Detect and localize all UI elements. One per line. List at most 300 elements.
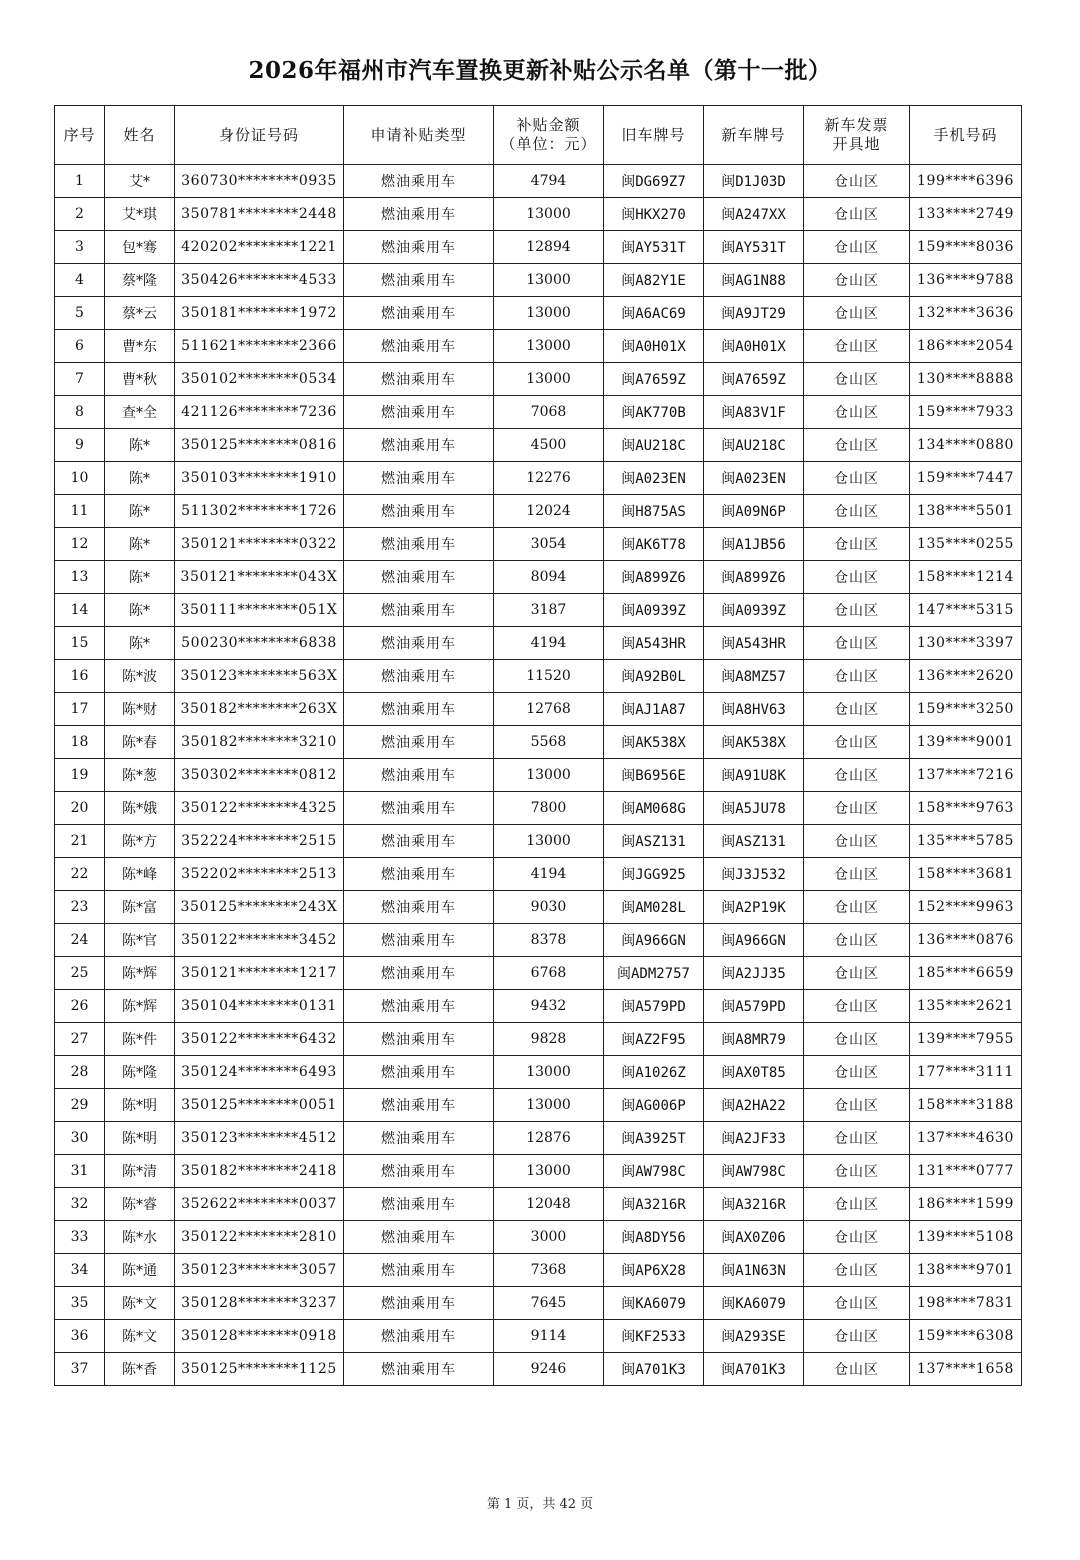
cell-seq: 25 [55,957,105,990]
cell-amount: 9828 [494,1023,604,1056]
cell-type: 燃油乘用车 [344,429,494,462]
table-row [55,1287,1022,1320]
cell-amount: 13000 [494,825,604,858]
cell-name: 陈* [105,495,175,528]
cell-old-plate: 闽H875AS [604,495,704,528]
cell-name: 陈*官 [105,924,175,957]
cell-type: 燃油乘用车 [344,759,494,792]
cell-type: 燃油乘用车 [344,1122,494,1155]
cell-type: 燃油乘用车 [344,825,494,858]
header-amount-line2: （单位：元） [500,135,597,153]
cell-seq: 19 [55,759,105,792]
cell-type: 燃油乘用车 [344,1023,494,1056]
cell-invoice-place: 仓山区 [804,561,910,594]
cell-phone: 136****9788 [910,264,1022,297]
cell-phone: 135****0255 [910,528,1022,561]
cell-invoice-place: 仓山区 [804,792,910,825]
cell-seq: 28 [55,1056,105,1089]
cell-seq: 15 [55,627,105,660]
cell-invoice-place: 仓山区 [804,660,910,693]
cell-new-plate: 闽D1J03D [704,165,804,198]
cell-amount: 8094 [494,561,604,594]
cell-amount: 13000 [494,330,604,363]
cell-type: 燃油乘用车 [344,858,494,891]
table-row [55,462,1022,495]
cell-phone: 159****3250 [910,693,1022,726]
cell-old-plate: 闽AK6T78 [604,528,704,561]
cell-name: 陈* [105,429,175,462]
cell-old-plate: 闽A543HR [604,627,704,660]
cell-type: 燃油乘用车 [344,891,494,924]
page-footer: 第 1 页，共 42 页 [486,1497,594,1512]
cell-new-plate: 闽A91U8K [704,759,804,792]
cell-id: 350426********4533 [175,264,344,297]
cell-id: 350121********0322 [175,528,344,561]
cell-new-plate: 闽AX0T85 [704,1056,804,1089]
cell-old-plate: 闽A7659Z [604,363,704,396]
cell-new-plate: 闽A966GN [704,924,804,957]
cell-invoice-place: 仓山区 [804,990,910,1023]
table-body [55,165,1022,1386]
cell-id: 350122********6432 [175,1023,344,1056]
cell-id: 350103********1910 [175,462,344,495]
table-row [55,495,1022,528]
cell-amount: 6768 [494,957,604,990]
cell-new-plate: 闽A7659Z [704,363,804,396]
cell-old-plate: 闽HKX270 [604,198,704,231]
cell-new-plate: 闽AY531T [704,231,804,264]
cell-id: 350102********0534 [175,363,344,396]
cell-new-plate: 闽A579PD [704,990,804,1023]
cell-new-plate: 闽AX0Z06 [704,1221,804,1254]
cell-phone: 139****9001 [910,726,1022,759]
cell-invoice-place: 仓山区 [804,1155,910,1188]
cell-amount: 4794 [494,165,604,198]
cell-old-plate: 闽A701K3 [604,1353,704,1386]
cell-invoice-place: 仓山区 [804,429,910,462]
header-invoice-place [804,106,910,165]
cell-invoice-place: 仓山区 [804,1320,910,1353]
cell-invoice-place: 仓山区 [804,1353,910,1386]
cell-type: 燃油乘用车 [344,1188,494,1221]
table-row [55,759,1022,792]
cell-name: 陈*隆 [105,1056,175,1089]
cell-id: 350125********0051 [175,1089,344,1122]
cell-old-plate: 闽A0H01X [604,330,704,363]
cell-invoice-place: 仓山区 [804,330,910,363]
cell-name: 陈*方 [105,825,175,858]
cell-old-plate: 闽A8DY56 [604,1221,704,1254]
cell-type: 燃油乘用车 [344,924,494,957]
table-row [55,990,1022,1023]
cell-new-plate: 闽A5JU78 [704,792,804,825]
cell-id: 350128********3237 [175,1287,344,1320]
table-row [55,1221,1022,1254]
cell-phone: 158****9763 [910,792,1022,825]
cell-invoice-place: 仓山区 [804,264,910,297]
cell-name: 曹*秋 [105,363,175,396]
cell-new-plate: 闽A83V1F [704,396,804,429]
cell-phone: 186****2054 [910,330,1022,363]
cell-seq: 16 [55,660,105,693]
cell-seq: 20 [55,792,105,825]
cell-phone: 136****2620 [910,660,1022,693]
cell-phone: 135****5785 [910,825,1022,858]
cell-old-plate: 闽A579PD [604,990,704,1023]
cell-type: 燃油乘用车 [344,1155,494,1188]
cell-id: 421126********7236 [175,396,344,429]
cell-id: 500230********6838 [175,627,344,660]
table-row [55,396,1022,429]
cell-name: 陈*波 [105,660,175,693]
cell-phone: 139****7955 [910,1023,1022,1056]
cell-invoice-place: 仓山区 [804,957,910,990]
cell-invoice-place: 仓山区 [804,231,910,264]
cell-type: 燃油乘用车 [344,561,494,594]
cell-old-plate: 闽A3216R [604,1188,704,1221]
cell-seq: 17 [55,693,105,726]
cell-phone: 158****3681 [910,858,1022,891]
table-row [55,627,1022,660]
cell-type: 燃油乘用车 [344,792,494,825]
cell-id: 350123********563X [175,660,344,693]
cell-id: 350124********6493 [175,1056,344,1089]
cell-id: 350104********0131 [175,990,344,1023]
cell-phone: 158****1214 [910,561,1022,594]
cell-seq: 32 [55,1188,105,1221]
cell-seq: 24 [55,924,105,957]
cell-id: 511302********1726 [175,495,344,528]
cell-phone: 134****0880 [910,429,1022,462]
cell-seq: 6 [55,330,105,363]
cell-phone: 185****6659 [910,957,1022,990]
cell-new-plate: 闽A247XX [704,198,804,231]
cell-phone: 138****5501 [910,495,1022,528]
header-place-line2: 开具地 [832,135,881,153]
cell-seq: 2 [55,198,105,231]
cell-invoice-place: 仓山区 [804,495,910,528]
cell-type: 燃油乘用车 [344,594,494,627]
cell-amount: 13000 [494,1056,604,1089]
cell-invoice-place: 仓山区 [804,924,910,957]
cell-old-plate: 闽AU218C [604,429,704,462]
cell-amount: 4194 [494,627,604,660]
cell-invoice-place: 仓山区 [804,825,910,858]
cell-type: 燃油乘用车 [344,726,494,759]
cell-name: 陈*富 [105,891,175,924]
cell-new-plate: 闽A899Z6 [704,561,804,594]
cell-id: 360730********0935 [175,165,344,198]
cell-name: 艾* [105,165,175,198]
cell-old-plate: 闽AJ1A87 [604,693,704,726]
cell-invoice-place: 仓山区 [804,1089,910,1122]
cell-seq: 8 [55,396,105,429]
cell-new-plate: 闽A701K3 [704,1353,804,1386]
cell-type: 燃油乘用车 [344,957,494,990]
header-phone: 手机号码 [910,106,1022,165]
cell-amount: 7368 [494,1254,604,1287]
cell-name: 曹*东 [105,330,175,363]
cell-amount: 7068 [494,396,604,429]
cell-amount: 11520 [494,660,604,693]
cell-type: 燃油乘用车 [344,198,494,231]
cell-new-plate: 闽AU218C [704,429,804,462]
table-row [55,693,1022,726]
cell-old-plate: 闽AP6X28 [604,1254,704,1287]
table-row [55,957,1022,990]
cell-old-plate: 闽DG69Z7 [604,165,704,198]
cell-amount: 5568 [494,726,604,759]
cell-invoice-place: 仓山区 [804,1023,910,1056]
cell-new-plate: 闽A8MR79 [704,1023,804,1056]
cell-new-plate: 闽A023EN [704,462,804,495]
cell-amount: 13000 [494,264,604,297]
cell-id: 350125********1125 [175,1353,344,1386]
cell-type: 燃油乘用车 [344,462,494,495]
cell-name: 陈*辉 [105,990,175,1023]
cell-old-plate: 闽B6956E [604,759,704,792]
cell-type: 燃油乘用车 [344,627,494,660]
cell-phone: 133****2749 [910,198,1022,231]
cell-phone: 131****0777 [910,1155,1022,1188]
header-old-plate: 旧车牌号 [604,106,704,165]
cell-old-plate: 闽A3925T [604,1122,704,1155]
cell-name: 查*全 [105,396,175,429]
cell-old-plate: 闽ADM2757 [604,957,704,990]
cell-phone: 152****9963 [910,891,1022,924]
table-row [55,1056,1022,1089]
cell-id: 350122********3452 [175,924,344,957]
cell-phone: 136****0876 [910,924,1022,957]
cell-old-plate: 闽A0939Z [604,594,704,627]
cell-new-plate: 闽A0H01X [704,330,804,363]
cell-seq: 1 [55,165,105,198]
cell-old-plate: 闽AZ2F95 [604,1023,704,1056]
cell-type: 燃油乘用车 [344,1221,494,1254]
table-row [55,297,1022,330]
cell-seq: 21 [55,825,105,858]
cell-name: 陈*娥 [105,792,175,825]
table-row [55,264,1022,297]
table-header-row [55,106,1022,165]
cell-invoice-place: 仓山区 [804,1122,910,1155]
cell-amount: 12048 [494,1188,604,1221]
cell-type: 燃油乘用车 [344,165,494,198]
subsidy-table [54,105,1022,1386]
cell-invoice-place: 仓山区 [804,297,910,330]
cell-id: 350122********2810 [175,1221,344,1254]
cell-seq: 34 [55,1254,105,1287]
cell-amount: 13000 [494,1089,604,1122]
cell-new-plate: 闽A8HV63 [704,693,804,726]
cell-id: 350121********043X [175,561,344,594]
cell-id: 350181********1972 [175,297,344,330]
cell-seq: 26 [55,990,105,1023]
cell-amount: 9246 [494,1353,604,1386]
cell-new-plate: 闽AK538X [704,726,804,759]
cell-seq: 5 [55,297,105,330]
cell-amount: 12768 [494,693,604,726]
cell-new-plate: 闽A3216R [704,1188,804,1221]
table-row [55,1023,1022,1056]
cell-seq: 29 [55,1089,105,1122]
cell-type: 燃油乘用车 [344,231,494,264]
header-place-line1: 新车发票 [824,116,889,134]
cell-type: 燃油乘用车 [344,693,494,726]
cell-new-plate: 闽A9JT29 [704,297,804,330]
cell-type: 燃油乘用车 [344,495,494,528]
cell-old-plate: 闽A82Y1E [604,264,704,297]
cell-new-plate: 闽A293SE [704,1320,804,1353]
cell-seq: 23 [55,891,105,924]
cell-name: 陈* [105,528,175,561]
cell-phone: 177****3111 [910,1056,1022,1089]
cell-invoice-place: 仓山区 [804,858,910,891]
table-row [55,1188,1022,1221]
cell-new-plate: 闽A2P19K [704,891,804,924]
cell-old-plate: 闽KA6079 [604,1287,704,1320]
cell-id: 511621********2366 [175,330,344,363]
cell-amount: 13000 [494,759,604,792]
cell-amount: 8378 [494,924,604,957]
cell-name: 陈*香 [105,1353,175,1386]
cell-phone: 137****1658 [910,1353,1022,1386]
cell-type: 燃油乘用车 [344,363,494,396]
cell-invoice-place: 仓山区 [804,198,910,231]
cell-name: 陈*辉 [105,957,175,990]
table-row [55,198,1022,231]
cell-old-plate: 闽JGG925 [604,858,704,891]
cell-old-plate: 闽A966GN [604,924,704,957]
cell-phone: 186****1599 [910,1188,1022,1221]
cell-id: 350123********4512 [175,1122,344,1155]
cell-name: 陈*文 [105,1287,175,1320]
header-amount-line1: 补贴金额 [516,116,581,134]
cell-amount: 3187 [494,594,604,627]
table-row [55,561,1022,594]
cell-phone: 159****7933 [910,396,1022,429]
cell-name: 包*骞 [105,231,175,264]
cell-invoice-place: 仓山区 [804,1287,910,1320]
cell-amount: 13000 [494,198,604,231]
cell-name: 陈*财 [105,693,175,726]
cell-old-plate: 闽AK770B [604,396,704,429]
cell-seq: 33 [55,1221,105,1254]
cell-old-plate: 闽AK538X [604,726,704,759]
cell-old-plate: 闽AM028L [604,891,704,924]
cell-amount: 13000 [494,297,604,330]
cell-id: 350111********051X [175,594,344,627]
cell-name: 陈*明 [105,1122,175,1155]
cell-new-plate: 闽A8MZ57 [704,660,804,693]
cell-phone: 137****4630 [910,1122,1022,1155]
cell-name: 陈*峰 [105,858,175,891]
cell-invoice-place: 仓山区 [804,363,910,396]
cell-id: 350121********1217 [175,957,344,990]
cell-invoice-place: 仓山区 [804,165,910,198]
cell-name: 陈*清 [105,1155,175,1188]
cell-invoice-place: 仓山区 [804,1188,910,1221]
header-id: 身份证号码 [175,106,344,165]
cell-name: 陈*睿 [105,1188,175,1221]
cell-invoice-place: 仓山区 [804,462,910,495]
cell-phone: 130****3397 [910,627,1022,660]
cell-phone: 138****9701 [910,1254,1022,1287]
cell-invoice-place: 仓山区 [804,759,910,792]
cell-type: 燃油乘用车 [344,264,494,297]
cell-amount: 7800 [494,792,604,825]
cell-amount: 3054 [494,528,604,561]
cell-phone: 158****3188 [910,1089,1022,1122]
cell-seq: 36 [55,1320,105,1353]
table-row [55,1353,1022,1386]
cell-amount: 12894 [494,231,604,264]
cell-amount: 13000 [494,363,604,396]
cell-type: 燃油乘用车 [344,990,494,1023]
cell-new-plate: 闽A1N63N [704,1254,804,1287]
cell-old-plate: 闽KF2533 [604,1320,704,1353]
cell-seq: 3 [55,231,105,264]
cell-id: 352224********2515 [175,825,344,858]
cell-seq: 27 [55,1023,105,1056]
header-new-plate: 新车牌号 [704,106,804,165]
cell-phone: 159****6308 [910,1320,1022,1353]
cell-invoice-place: 仓山区 [804,528,910,561]
cell-invoice-place: 仓山区 [804,1254,910,1287]
cell-seq: 10 [55,462,105,495]
cell-type: 燃油乘用车 [344,660,494,693]
cell-phone: 137****7216 [910,759,1022,792]
cell-type: 燃油乘用车 [344,1089,494,1122]
cell-seq: 14 [55,594,105,627]
cell-phone: 130****8888 [910,363,1022,396]
cell-phone: 139****5108 [910,1221,1022,1254]
cell-seq: 35 [55,1287,105,1320]
header-amount [494,106,604,165]
cell-seq: 22 [55,858,105,891]
cell-id: 350122********4325 [175,792,344,825]
header-type: 申请补贴类型 [344,106,494,165]
cell-id: 350302********0812 [175,759,344,792]
cell-id: 350781********2448 [175,198,344,231]
table-row [55,1254,1022,1287]
cell-invoice-place: 仓山区 [804,594,910,627]
table-row [55,1122,1022,1155]
cell-name: 陈* [105,627,175,660]
cell-id: 350182********3210 [175,726,344,759]
cell-type: 燃油乘用车 [344,1353,494,1386]
cell-amount: 3000 [494,1221,604,1254]
cell-id: 352202********2513 [175,858,344,891]
cell-amount: 9114 [494,1320,604,1353]
table-row [55,363,1022,396]
cell-phone: 132****3636 [910,297,1022,330]
table-row [55,528,1022,561]
cell-invoice-place: 仓山区 [804,1221,910,1254]
cell-seq: 7 [55,363,105,396]
cell-name: 陈*文 [105,1320,175,1353]
cell-amount: 12024 [494,495,604,528]
cell-seq: 18 [55,726,105,759]
table-row [55,594,1022,627]
cell-name: 陈*件 [105,1023,175,1056]
cell-name: 艾*琪 [105,198,175,231]
document-title: 2026年福州市汽车置换更新补贴公示名单（第十一批） [248,57,832,84]
header-seq: 序号 [55,106,105,165]
cell-name: 陈* [105,561,175,594]
cell-old-plate: 闽A92B0L [604,660,704,693]
cell-id: 350182********2418 [175,1155,344,1188]
